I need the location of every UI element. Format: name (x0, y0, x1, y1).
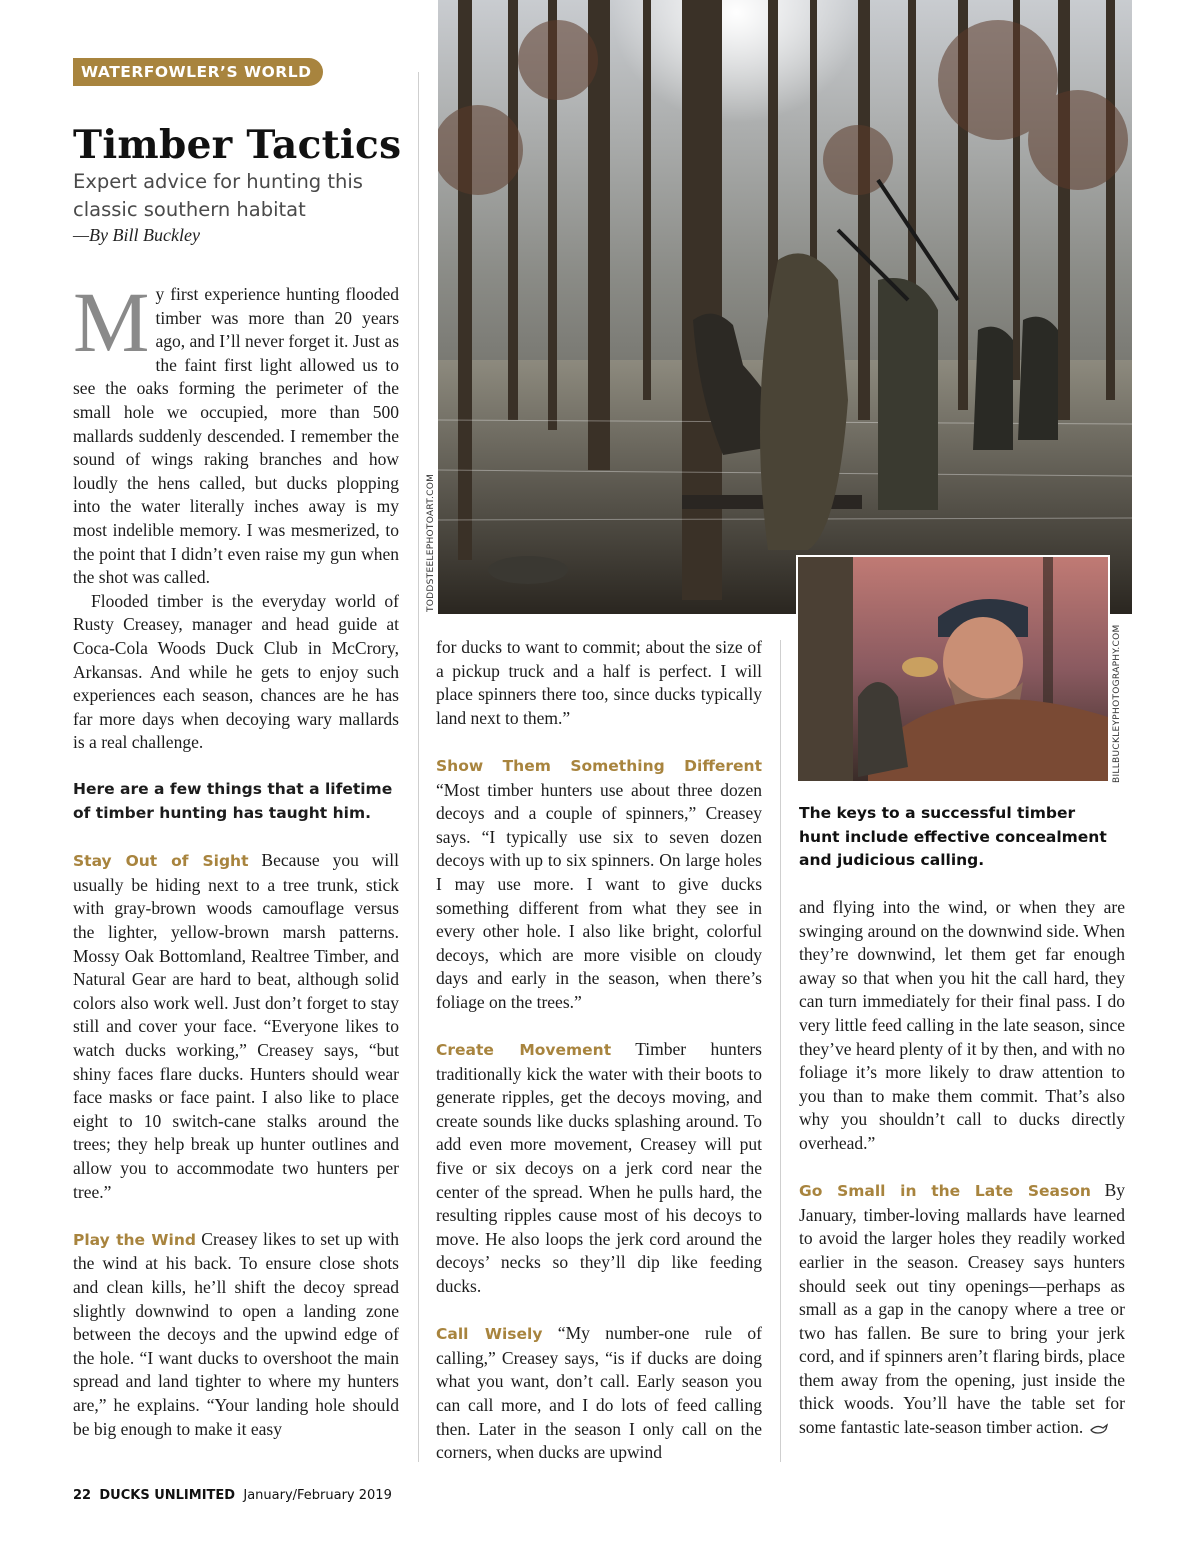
lead-in: Here are a few things that a lifetime of timber hunting has taught him. (73, 780, 393, 823)
continued-paragraph: for ducks to want to commit; about the size of a pickup truck and a half is perfect. I will place spinners there too, since ducks typically land next to them.” (436, 637, 762, 728)
subhead-create-movement: Create Movement (436, 1041, 612, 1060)
intro-paragraph (73, 274, 399, 590)
tip-body: Timber hunters traditionally kick the water with their boots to generate ripples, get the decoys moving, and create sounds like ducks splashing around. To add even more movement, Creasey will put five or six decoys on a jerk cord near the center of the spread. When he pulls hard, the resulting ripples cause most of his decoys to move. He also loops the jerk cord around the decoys’ necks so they’ll dip like feeding ducks. (436, 1039, 762, 1297)
byline: —By Bill Buckley (73, 225, 200, 245)
subhead-play-the-wind: Play the Wind (73, 1230, 196, 1249)
deck: Expert advice for hunting this classic southern habitat (73, 170, 363, 221)
drop-cap: M (73, 274, 150, 370)
subhead-something-different: Show Them Something Different (436, 756, 762, 775)
section-tag: WATERFOWLER’S WORLD (73, 58, 323, 86)
column-3 (799, 896, 1125, 1441)
tip-something-different (436, 754, 762, 1015)
tip-play-the-wind (73, 1228, 399, 1441)
magazine-name: DUCKS UNLIMITED (99, 1488, 236, 1503)
photo-credit: BILLBUCKLEYPHOTOGRAPHY.COM (1112, 624, 1122, 783)
issue-date: January/February 2019 (243, 1488, 392, 1503)
tip-stay-out-of-sight (73, 849, 399, 1204)
subhead-go-small-late-season: Go Small in the Late Season (799, 1182, 1091, 1201)
column-2 (436, 636, 762, 1465)
end-mark-duck-icon (1089, 1417, 1109, 1441)
tip-create-movement (436, 1038, 762, 1299)
photo-credit: TODDSTEELEPHOTOART.COM (426, 473, 436, 612)
tip-body: Creasey likes to set up with the wind at his back. To ensure close shots and clean kills, he’ll shift the decoy spread slightly downwind to open a landing zone between the decoys and the upwind edge of the hole. “I want ducks to overshoot the main spread and land tighter to where my hunters are,” he explains. “Your landing hole should be big enough to make it easy (73, 1228, 399, 1439)
photo-caption: The keys to a successful timber hunt include effective concealment and judicious calling. (799, 804, 1107, 870)
page-number: 22 (73, 1488, 92, 1503)
page-footer (73, 1488, 392, 1503)
subhead-stay-out-of-sight: Stay Out of Sight (73, 852, 249, 871)
main-photo-flooded-timber (438, 0, 1132, 614)
column-1 (73, 274, 399, 1441)
subhead-call-wisely: Call Wisely (436, 1325, 543, 1344)
tip-body: Because you will usually be hiding next to a tree trunk, stick with gray-brown woods camouflage versus the lighter, yellow-brown marsh patterns. Mossy Oak Bottomland, Realtree Timber, and Natural Gear are hard to beat, although solid colors also work well. Just don’t forget to stay still and cover your face. “Everyone likes to watch ducks working,” Creasey says, “but shiny faces flare ducks. Hunters should wear face masks or face paint. I also like to place eight to 10 switch-cane stalks around the trees; they help break up hunter outlines and allow you to accommodate two hunters per tree.” (73, 850, 399, 1202)
tip-body: “Most timber hunters use about three dozen decoys and a couple of spinners,” Creasey says. “I typically use six to seven dozen decoys with up to six spinners. On large holes I may use more. I want to give ducks something different from what they see in every other hole. I also like bright, colorful decoys, which are more visible on cloudy days and early in the season, when there’s foliage on the trees.” (436, 779, 762, 1012)
inset-photo-hunter-calling (796, 555, 1110, 783)
paragraph-2: Flooded timber is the everyday world of Rusty Creasey, manager and head guide at Coca-Cola Woods Duck Club in McCrory, Arkansas. And while he gets to enjoy such experiences each season, chances are he has far more days when decoying wary mallards is a real challenge. (73, 590, 399, 753)
tip-call-wisely (436, 1322, 762, 1465)
tip-body: By January, timber-loving mallards have learned to avoid the larger holes they readily worked earlier in the season. Creasey says hunters should seek out tiny openings—perhaps as small as a gap in the canopy where a tree or two has fallen. Be sure to bring your jerk cord, and if spinners aren’t flaring birds, place them away from the opening, just inside the thick woods. You’ll have the table set for some fantastic late-season timber action. (799, 1180, 1125, 1438)
tip-go-small-late-season (799, 1179, 1125, 1441)
continued-paragraph: and flying into the wind, or when they are swinging around on the downwind side. When they’re downwind, let them get far enough away so that when you hit the call hard, they can turn immediately for their final pass. I do very little feed calling in the late season, since they’ve heard plenty of it by then, and with no foliage it’s more likely to draw attention to you than to make them commit. That’s also why you shouldn’t call to ducks directly overhead.” (799, 897, 1125, 1153)
column-rule (418, 72, 419, 1462)
tip-body: “My number-one rule of calling,” Creasey says, “is if ducks are doing what you want, don’t call. Early season you can call more, and I do lots of feed calling then. Later in the season I only call on the corners, when ducks are upwind (436, 1323, 762, 1463)
intro-text: y first experience hunting flooded timber was more than 20 years ago, and I’ll never forget it. Just as the faint first light allowed us to see the oaks forming the perimeter of the small hole we occupied, more than 500 mallards suddenly descended. I remember the sound of wings raking branches and how loudly the hens called, but ducks plopping into the water literally inches away is my most indelible memory. I was mesmerized, to the point that I didn’t even raise my gun when the shot was called. (73, 284, 399, 588)
headline: Timber Tactics (73, 122, 402, 168)
column-rule (780, 640, 781, 1462)
